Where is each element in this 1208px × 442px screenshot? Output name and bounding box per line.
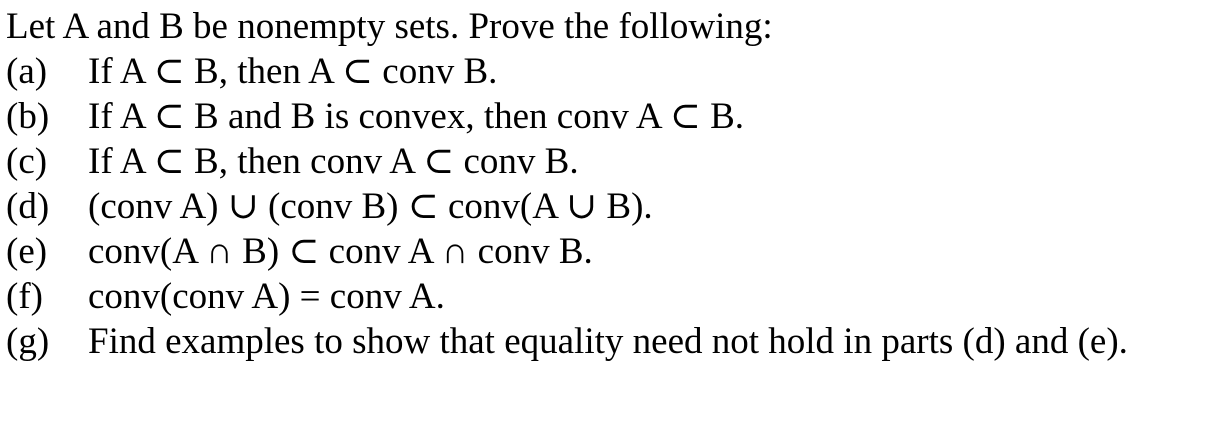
problem-parts-list [6,49,1198,364]
problem-part-c [6,139,1198,184]
part-text: Find examples to show that equality need not hold in parts (d) and (e). [88,321,1128,362]
problem-part-b [6,94,1198,139]
part-text: (conv A) ∪ (conv B) ⊂ conv(A ∪ B). [88,186,653,227]
problem-part-d [6,184,1198,229]
part-text: conv(A ∩ B) ⊂ conv A ∩ conv B. [88,231,593,272]
part-label: (b) [6,96,50,137]
part-label: (c) [6,141,48,182]
part-label: (d) [6,186,50,227]
problem-intro: Let A and B be nonempty sets. Prove the following: [6,6,773,47]
part-text: conv(conv A) = conv A. [88,276,445,317]
part-label: (a) [6,51,48,92]
part-text: If A ⊂ B and B is convex, then conv A ⊂ B. [88,96,745,137]
part-label: (g) [6,321,50,362]
problem-part-g [6,319,1198,364]
part-text: If A ⊂ B, then conv A ⊂ conv B. [88,141,579,182]
part-text: If A ⊂ B, then A ⊂ conv B. [88,51,498,92]
problem-part-a [6,49,1198,94]
problem-part-f [6,274,1198,319]
part-label: (e) [6,231,48,272]
part-label: (f) [6,276,43,317]
problem-part-e [6,229,1198,274]
